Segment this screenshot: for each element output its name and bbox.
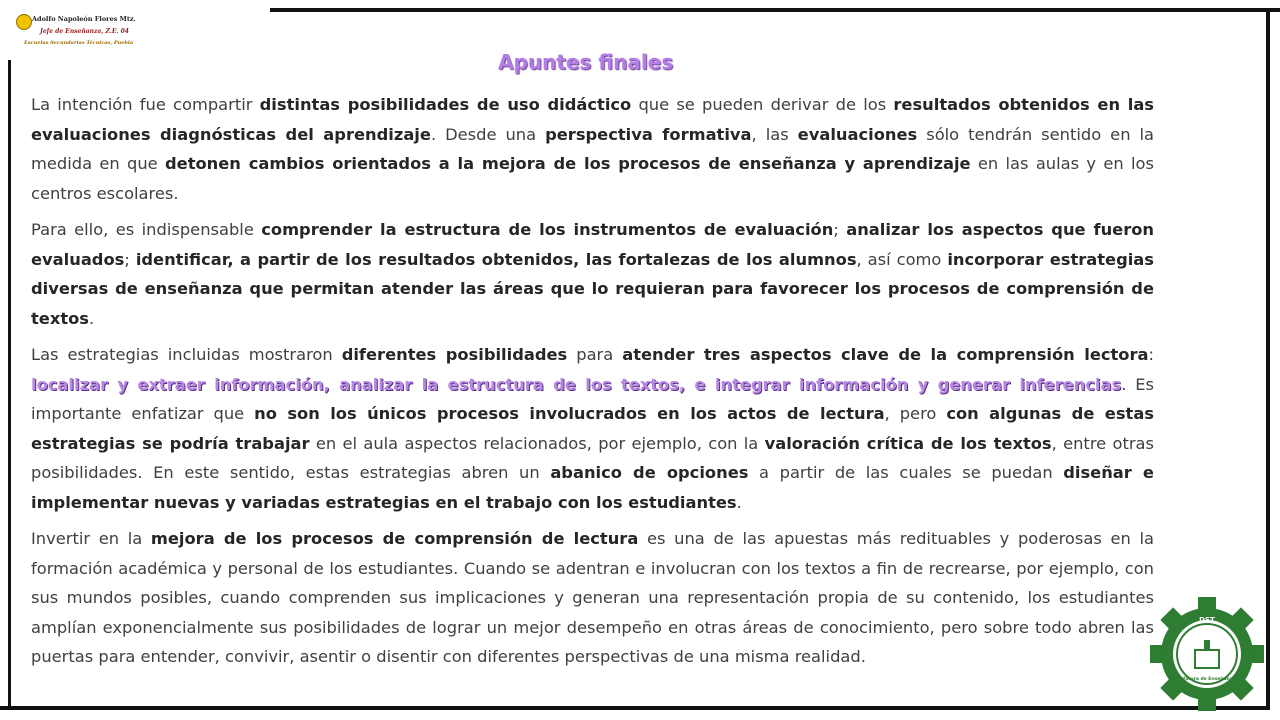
text-run: , las <box>751 124 798 144</box>
text-run: , pero <box>884 404 947 423</box>
bold-run: identificar, a partir de los resultados obtenidos, las fortalezas de los alumnos <box>135 249 857 269</box>
logo-line-1: Adolfo Napoleón Flores Mtz. <box>32 15 136 23</box>
bold-run: atender tres aspectos clave de la comprensión lectora <box>622 345 1149 364</box>
page-title <box>490 50 673 74</box>
highlighted-run: localizar y extraer información, analizar la estructura de los textos, e integrar información y generar inferencias <box>31 374 1122 394</box>
bold-run: comprender la estructura de los instrumentos de evaluación <box>261 220 834 239</box>
bold-run: diseñar e implementar nuevas y variadas estrategias en el trabajo con los estudiantes <box>31 463 1154 512</box>
text-run: que se pueden derivar de los <box>631 95 894 114</box>
content-body <box>31 90 1154 679</box>
author-logo <box>12 10 136 50</box>
text-run: ; <box>124 249 136 269</box>
text-run: , entre otras posibilidades. En este sentido, estas estrategias abren un <box>31 433 1154 482</box>
text-run: . <box>89 308 95 328</box>
frame-bottom-border <box>0 706 1270 710</box>
seal-inner-text: Jefatura de Enseñanza <box>1178 677 1236 682</box>
text-run: Las estrategias incluidas mostraron <box>31 345 342 364</box>
text-run: . Es importante enfatizar que <box>31 374 1154 423</box>
text-run: , así como <box>856 249 948 269</box>
page-title-text: Apuntes finales <box>498 50 674 74</box>
bold-run: mejora de los procesos de comprensión de lectura <box>150 529 639 548</box>
paragraph-4 <box>31 524 1154 672</box>
text-run: sólo tendrán sentido en la medida en que <box>31 124 1154 173</box>
paragraph-1 <box>31 90 1154 208</box>
bold-run: distintas posibilidades de uso didáctico <box>259 95 632 114</box>
frame-left-border <box>8 60 11 708</box>
bold-run: abanico de opciones <box>550 463 749 482</box>
logo-line-3: Escuelas Secundarias Técnicas, Puebla <box>24 40 134 46</box>
text-run: La intención fue compartir <box>31 95 260 114</box>
seal-top-text: DST <box>1199 616 1215 624</box>
bold-run: evaluaciones <box>797 124 918 144</box>
text-run: es una de las apuestas más redituables y poderosas en la formación académica y personal de los estudiantes. Cuando se adentran e involucran con los textos a fin de recrearse, por ejemplo, con sus mundos posibles, cuando comprenden sus implicaciones y generan una representación propia de su contenido, los estudiantes amplían exponencialmente sus posibilidades de lograr un mejor desempeño en otras áreas de conocimiento, pero sobre todo abren las puertas para entender, convivir, asentir o disentir con diferentes perspectivas de una misma realidad. <box>31 529 1154 666</box>
bold-run: detonen cambios orientados a la mejora de los procesos de enseñanza y aprendizaje <box>165 154 971 173</box>
text-run: Para ello, es indispensable <box>31 220 262 239</box>
bold-run: resultados obtenidos en las evaluaciones diagnósticas del aprendizaje <box>31 95 1155 144</box>
bold-run: analizar los aspectos que fueron evaluados <box>31 220 1155 269</box>
text-run: en las aulas y en los centros escolares. <box>31 154 1154 203</box>
frame-top-border <box>270 8 1280 12</box>
text-run: ; <box>833 220 847 239</box>
text-run: a partir de las cuales se puedan <box>748 463 1064 482</box>
bold-run: diferentes posibilidades <box>341 345 568 364</box>
paragraph-2 <box>31 215 1154 333</box>
bold-run: con algunas de estas estrategias se podría trabajar <box>31 404 1154 453</box>
text-run: . <box>736 492 742 512</box>
text-run: Invertir en la <box>31 529 151 548</box>
text-run: en el aula aspectos relacionados, por ejemplo, con la <box>309 433 765 453</box>
bold-run: no son los únicos procesos involucrados en los actos de lectura <box>254 404 885 423</box>
text-run: : <box>1148 345 1154 364</box>
logo-circle-icon <box>16 14 32 30</box>
bold-run: perspectiva formativa <box>545 124 752 144</box>
text-run: para <box>567 345 623 364</box>
paragraph-3 <box>31 340 1154 517</box>
school-seal-logo <box>1146 596 1268 712</box>
bold-run: valoración crítica de los textos <box>764 433 1052 453</box>
bold-run: incorporar estrategias diversas de enseñanza que permitan atender las áreas que lo requieran para favorecer los procesos de comprensión de textos <box>31 249 1154 328</box>
logo-line-2: Jefe de Enseñanza, Z.E. 04 <box>40 28 129 35</box>
text-run: . Desde una <box>430 124 546 144</box>
